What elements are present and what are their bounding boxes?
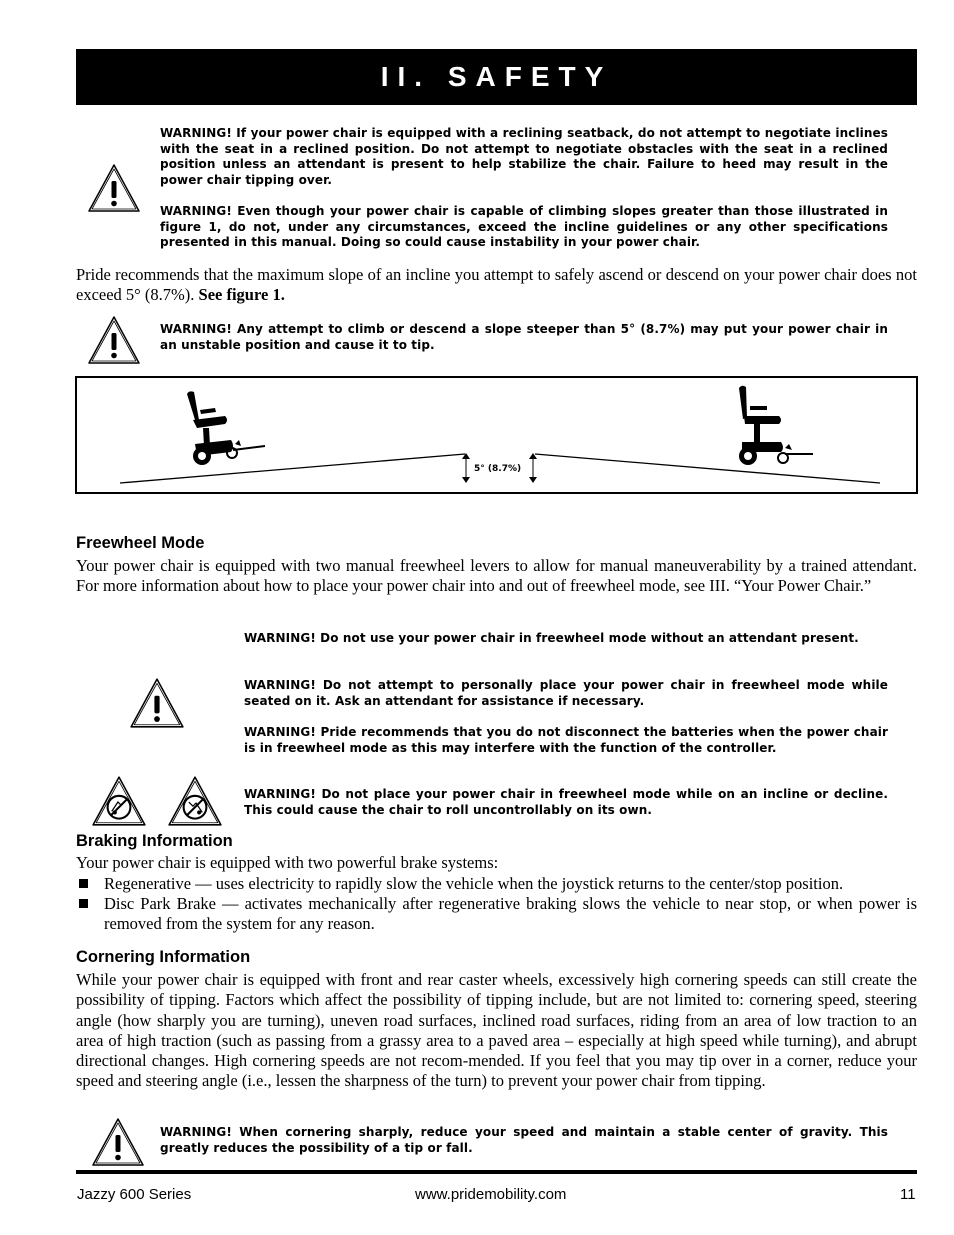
angle-right-arrow-icon — [529, 453, 537, 483]
bullet-marker — [79, 879, 88, 888]
warning-triangle-icon — [86, 314, 142, 366]
warning-slope-limits: WARNING! Even though your power chair is capable of climbing slopes greater than those illustrated in figure 1, do not, under any circumstances, exceed the incline guidelines or any other specifications presented in this manual. Doing so could cause instability in your power chair. — [160, 204, 888, 250]
warning-triangle-icon — [86, 162, 142, 214]
warning-freewheel-batteries: WARNING! Pride recommends that you do not disconnect the batteries when the power chair is in freewheel mode as this may interfere with the function of the controller. — [244, 725, 888, 755]
warning-freewheel-attendant: WARNING! Do not use your power chair in freewheel mode without an attendant present. — [244, 631, 859, 645]
slope-paragraph-figure-ref: See figure 1. — [198, 285, 285, 305]
cornering-paragraph: While your power chair is equipped with front and rear caster wheels, excessively high cornering speeds can still create the possibility of tipping. Factors which affect the possibility of tipping include, but are not limited to: cornering speed, steering angle (how sharply you are turning), uneven road surfaces, inclined road surfaces, riding from an area of low traction to an area of high traction (such as passing from a grassy area to a paved area – especially at high speed while turning), and abrupt directional changes. High cornering speeds are not recom-mended. If you feel that you may tip over in a corner, reduce your speed and steering angle (i.e., lessen the sharpness of the turn) to prevent your power chair from tipping. — [76, 970, 917, 1091]
incline-line-right — [535, 454, 880, 483]
incline-line-left — [120, 454, 465, 483]
warning-triangle-icon — [128, 676, 186, 730]
warning-reclining-seat: WARNING! If your power chair is equipped with a reclining seatback, do not attempt to negotiate inclines with the seat in a reclined position. Do not attempt to negotiate obstacles with the seat in a reclined position unless an attendant is present to help stabilize the chair. Failure to heed may result in the power chair tipping over. — [160, 126, 888, 187]
warning-steep-slope: WARNING! Any attempt to climb or descend a slope steeper than 5° (8.7%) may put your power chair in an unstable position and cause it to tip. — [160, 322, 888, 352]
warning-freewheel-incline: WARNING! Do not place your power chair in freewheel mode while on an incline or decline. This could cause the chair to roll uncontrollably on its own. — [244, 787, 888, 817]
figure-slope-illustration — [75, 376, 918, 494]
no-freewheel-on-decline-icon — [166, 774, 224, 828]
cornering-heading: Cornering Information — [76, 948, 251, 966]
slope-paragraph-text: Pride recommends that the maximum slope of an incline you attempt to safely ascend or descend on your power chair does not exceed 5° (8.7%). — [76, 265, 917, 305]
freewheel-paragraph: Your power chair is equipped with two manual freewheel levers to allow for manual maneuverability by a trained attendant. For more information about how to place your power chair into and out of freewheel mode, see III. “Your Power Chair.” — [76, 556, 917, 596]
section-title: II. SAFETY — [380, 61, 613, 92]
bullet-marker — [79, 899, 88, 908]
page-number: 11 — [900, 1186, 916, 1203]
angle-label: 5° (8.7%) — [474, 464, 522, 474]
slope-paragraph — [76, 265, 917, 306]
power-chair-left-icon — [187, 391, 265, 465]
footer-rule — [76, 1170, 917, 1174]
braking-item-disc-park: Disc Park Brake — activates mechanically after regenerative braking slows the vehicle to near stop, or when power is removed from the system for any reason. — [104, 894, 917, 934]
slope-diagram — [77, 378, 916, 492]
warning-triangle-icon — [90, 1116, 146, 1168]
no-freewheel-on-incline-icon — [90, 774, 148, 828]
warning-freewheel-seated: WARNING! Do not attempt to personally place your power chair in freewheel mode while seated on it. Ask an attendant for assistance if necessary. — [244, 678, 888, 708]
braking-intro: Your power chair is equipped with two powerful brake systems: — [76, 853, 499, 872]
footer-website: www.pridemobility.com — [415, 1186, 567, 1203]
warning-cornering: WARNING! When cornering sharply, reduce your speed and maintain a stable center of gravity. This greatly reduces the possibility of a tip or fall. — [160, 1125, 888, 1155]
braking-item-regenerative: Regenerative — uses electricity to rapidly slow the vehicle when the joystick returns to the center/stop position. — [104, 874, 844, 893]
braking-heading: Braking Information — [76, 832, 233, 850]
footer-series: Jazzy 600 Series — [77, 1186, 192, 1203]
freewheel-heading: Freewheel Mode — [76, 534, 205, 552]
power-chair-right-icon — [739, 386, 813, 465]
section-banner — [76, 49, 917, 105]
angle-left-arrow-icon — [462, 453, 470, 483]
